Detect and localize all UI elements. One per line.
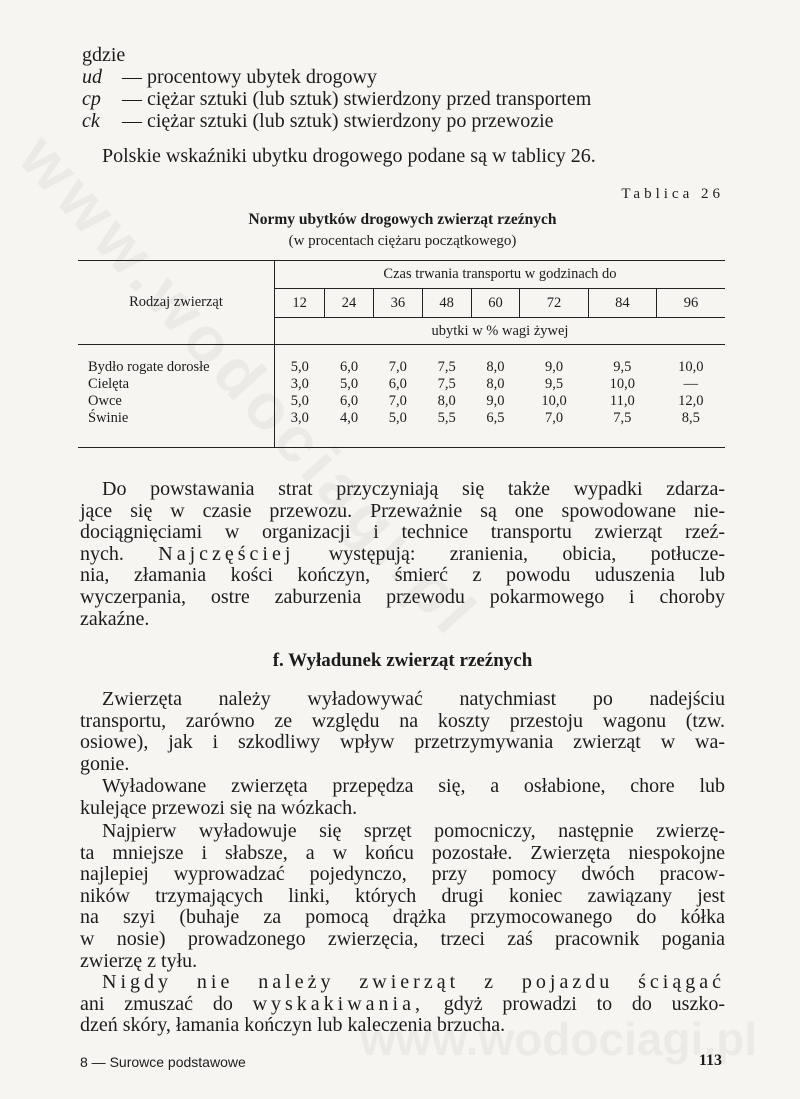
text-fragment: występują: zranienia, obicia, potłucze- — [328, 542, 726, 565]
text-line: osiowe), jak i szkodliwy wpływ przetrzymywania zwierząt w wa- — [80, 731, 725, 754]
value-cell: 5,0 — [388, 410, 407, 426]
value-cell: 5,5 — [437, 410, 456, 426]
table-reference-line: Polskie wskaźniki ubytku drogowego podane są w tablicy 26. — [102, 145, 596, 167]
value-cell: — — [683, 376, 698, 392]
text-fragment: ani zmuszać do — [80, 992, 233, 1015]
text-line: transportu, zarówno ze względu na koszty przestoju wagonu (tzw. — [80, 709, 725, 732]
text-line: w nosie) prowadzonego zwierzęcia, trzeci zaś pracownik pogania — [80, 927, 725, 950]
text-line: ta mniejsze i słabsze, a w końcu pozostałe. Zwierzęta niespokojne — [80, 841, 725, 864]
table-label: Tablica 26 — [621, 186, 724, 202]
text-line: zwierzę z tyłu. — [80, 949, 198, 972]
hour-header: 48 — [422, 289, 471, 318]
emphasized-line: Nigdy nie należy zwierząt z pojazdu ściągać — [102, 971, 725, 993]
paragraph-order — [80, 821, 725, 972]
table-subtitle: (w procentach ciężaru początkowego) — [288, 233, 517, 249]
value-cell: 9,0 — [544, 359, 564, 375]
text-line: Najpierw wyładowuje się sprzęt pomocniczy, następnie zwierzę- — [102, 820, 725, 842]
value-cell: 8,0 — [486, 376, 505, 392]
value-cell: 10,0 — [541, 393, 567, 409]
paragraph-unloading — [80, 689, 725, 775]
paragraph-weak-animals — [80, 776, 725, 819]
hour-header: 96 — [657, 289, 726, 318]
hour-header: 84 — [588, 289, 656, 318]
table-row — [78, 410, 725, 427]
text-line: Zwierzęta należy wyładowywać natychmiast po nadejściu — [102, 688, 725, 710]
text-line: nia, złamania kości kończyn, śmierć z powodu uduszenia lub — [80, 564, 725, 587]
hour-header: 12 — [275, 289, 325, 318]
value-cell: 9,5 — [544, 376, 564, 392]
text-line: wyczerpania, ostre zaburzenia przewodu pokarmowego i choroby — [80, 585, 725, 608]
value-cell: 7,5 — [437, 376, 456, 392]
definition-symbol: cp — [82, 88, 101, 110]
value-cell: 5,0 — [290, 359, 309, 375]
value-cell: 6,0 — [339, 359, 359, 375]
text-fragment: gdyż prowadzi to do uszko- — [443, 992, 725, 1015]
definition-text: — procentowy ubytek drogowy — [122, 66, 377, 88]
text-line: jące się w czasie przewozu. Przeważnie są one spowodowane nie- — [80, 499, 725, 522]
value-cell: 8,5 — [681, 410, 700, 426]
emphasized-word: Najczęściej — [158, 542, 295, 565]
value-cell: 12,0 — [678, 393, 704, 409]
value-cell: 7,5 — [613, 410, 632, 426]
table-row — [78, 393, 725, 410]
value-cell: 11,0 — [609, 393, 635, 409]
intro-word: gdzie — [82, 44, 126, 66]
value-cell: 5,0 — [290, 393, 309, 409]
value-cell: 9,5 — [613, 359, 632, 375]
text-line: dzeń skóry, łamania kończyn lub kaleczenia brzucha. — [80, 1014, 506, 1037]
section-heading: f. Wyładunek zwierząt rzeźnych — [272, 650, 533, 671]
column-header-duration: Czas trwania transportu w godzinach do — [275, 261, 726, 289]
value-cell: 10,0 — [678, 359, 704, 375]
hour-header: 60 — [471, 289, 520, 318]
value-cell: 5,0 — [339, 376, 359, 392]
animal-type-cell: Świnie — [78, 410, 275, 427]
text-line: najlepiej wyprowadzać pojedynczo, przy pomocy dwóch pracow- — [80, 863, 725, 886]
hour-header: 36 — [373, 289, 422, 318]
table-title: Normy ubytków drogowych zwierząt rzeźnych — [248, 211, 557, 228]
page-number: 113 — [698, 1052, 722, 1069]
text-line: na szyi (buhaje za pomocą drążka przymocowanego do kółka — [80, 906, 725, 929]
hour-header: 24 — [325, 289, 374, 318]
value-cell: 8,0 — [437, 393, 456, 409]
footer-chapter: 8 — Surowce podstawowe — [80, 1054, 246, 1070]
definition-ck — [82, 110, 591, 132]
text-line — [80, 994, 725, 1016]
value-cell: 7,5 — [437, 359, 456, 375]
text-line: dociągnięciami w organizacji i technice transportu zwierząt rzeź- — [80, 521, 725, 544]
text-line: ników trzymających linki, których drugi koniec zawiązany jest — [80, 884, 725, 907]
emphasized-word: wyskakiwania, — [252, 992, 424, 1015]
text-line: zakaźne. — [80, 607, 150, 630]
column-header-type: Rodzaj zwierząt — [78, 261, 275, 345]
table-row — [78, 359, 725, 376]
value-cell: 9,0 — [486, 393, 505, 409]
loss-norms-table — [78, 260, 725, 448]
definition-symbol: ck — [82, 110, 100, 132]
definition-text: — ciężar sztuki (lub sztuk) stwierdzony po przewozie — [122, 110, 554, 132]
definition-ud — [82, 66, 591, 88]
text-line — [80, 544, 725, 566]
unit-header: ubytki w % wagi żywej — [275, 318, 726, 345]
value-cell: 3,0 — [290, 410, 309, 426]
hour-header: 72 — [520, 289, 588, 318]
definitions-block — [82, 44, 591, 132]
definition-symbol: ud — [82, 66, 102, 88]
text-line: Wyładowane zwierzęta przepędza się, a osłabione, chore lub — [102, 775, 725, 797]
animal-type-cell: Cielęta — [78, 376, 275, 393]
animal-type-cell: Owce — [78, 393, 275, 410]
value-cell: 8,0 — [486, 359, 505, 375]
value-cell: 7,0 — [544, 410, 564, 426]
value-cell: 6,0 — [388, 376, 407, 392]
value-cell: 3,0 — [290, 376, 309, 392]
value-cell: 4,0 — [339, 410, 359, 426]
paragraph-losses — [80, 479, 725, 630]
definition-cp — [82, 88, 591, 110]
paragraph-warning — [80, 972, 725, 1037]
text-line: gonie. — [80, 752, 130, 775]
table-row — [78, 376, 725, 393]
text-line: Do powstawania strat przyczyniają się także wypadki zdarza- — [102, 478, 725, 500]
value-cell: 6,0 — [339, 393, 359, 409]
value-cell: 6,5 — [486, 410, 505, 426]
text-fragment: nych. — [80, 542, 124, 565]
value-cell: 7,0 — [388, 359, 407, 375]
animal-type-cell: Bydło rogate dorosłe — [78, 359, 275, 376]
value-cell: 10,0 — [609, 376, 636, 392]
definition-text: — ciężar sztuki (lub sztuk) stwierdzony przed transportem — [122, 88, 592, 110]
value-cell: 7,0 — [388, 393, 407, 409]
text-line: kulejące przewozi się na wózkach. — [80, 796, 358, 819]
